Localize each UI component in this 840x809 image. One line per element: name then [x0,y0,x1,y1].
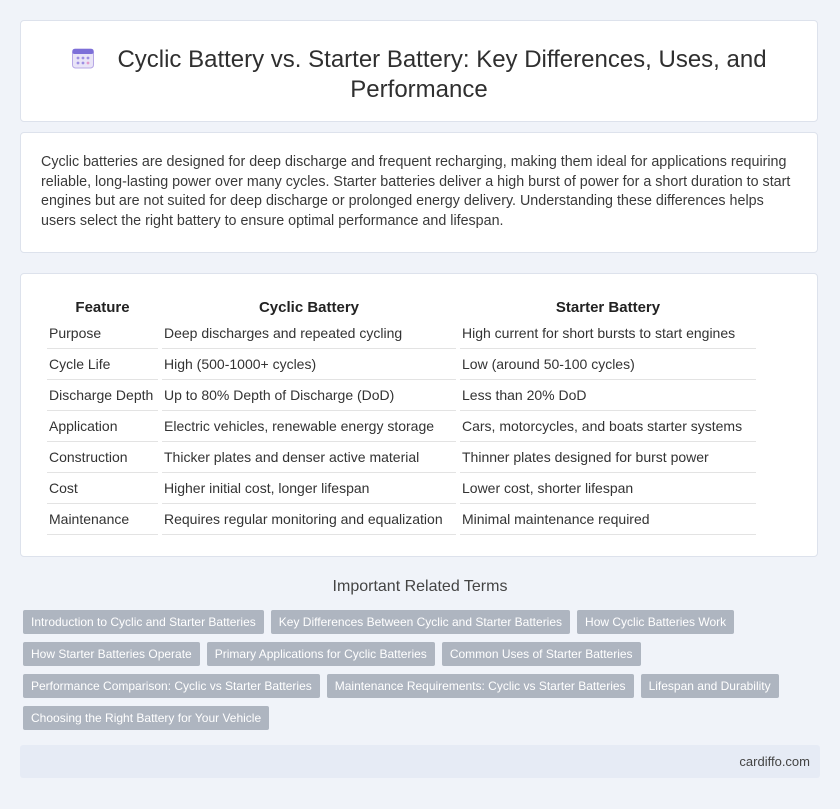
column-header-cyclic: Cyclic Battery [258,298,360,316]
table-row [47,318,756,349]
table-cell: Up to 80% Depth of Discharge (DoD) [162,380,456,411]
intro-paragraph: Cyclic batteries are designed for deep discharge and frequent recharging, making them ideal for applications requiring reliable, long-lasting power over many cycles. Starter batteries deliver a high burst of power for a short duration to start engines but are not suited for deep discharge or prolonged energy delivery. Understanding these differences helps users select the right battery to ensure optimal performance and lifespan. [41,154,791,229]
table-cell: Construction [47,442,158,473]
comparison-table-card [20,273,818,557]
footer [20,745,820,778]
related-term-tag[interactable]: How Cyclic Batteries Work [577,610,734,634]
related-term-tag[interactable]: Maintenance Requirements: Cyclic vs Starter Batteries [327,674,634,698]
table-cell: Application [47,411,158,442]
related-term-tag[interactable]: Lifespan and Durability [641,674,779,698]
footer-site-link[interactable]: cardiffo.com [739,754,810,769]
comparison-table [43,296,760,535]
table-row [47,504,756,535]
table-cell: Requires regular monitoring and equalization [162,504,456,535]
related-term-tag[interactable]: Performance Comparison: Cyclic vs Starter Batteries [23,674,320,698]
table-cell: Less than 20% DoD [460,380,756,411]
table-cell: High current for short bursts to start engines [460,318,756,349]
table-cell: Minimal maintenance required [460,504,756,535]
related-term-tag[interactable]: Choosing the Right Battery for Your Vehicle [23,706,269,730]
table-cell: Low (around 50-100 cycles) [460,349,756,380]
related-term-tag[interactable]: How Starter Batteries Operate [23,642,200,666]
page-title [61,45,777,105]
table-cell: Higher initial cost, longer lifespan [162,473,456,504]
table-cell: Maintenance [47,504,158,535]
related-term-tag[interactable]: Introduction to Cyclic and Starter Batteries [23,610,264,634]
table-cell: Purpose [47,318,158,349]
header-card [20,20,818,122]
table-cell: Cost [47,473,158,504]
table-cell: Cycle Life [47,349,158,380]
related-term-tag[interactable]: Primary Applications for Cyclic Batteries [207,642,435,666]
related-term-tag[interactable]: Common Uses of Starter Batteries [442,642,641,666]
table-row [47,411,756,442]
page-title-text: Cyclic Battery vs. Starter Battery: Key Differences, Uses, and Performance [117,46,767,103]
table-cell: Thicker plates and denser active material [162,442,456,473]
related-terms-list [23,610,823,738]
table-row [47,473,756,504]
column-header-feature: Feature [75,298,130,316]
related-terms-title: Important Related Terms [332,578,508,595]
table-row [47,380,756,411]
calendar-icon [71,46,95,70]
table-cell: Electric vehicles, renewable energy storage [162,411,456,442]
table-cell: Deep discharges and repeated cycling [162,318,456,349]
table-cell: High (500-1000+ cycles) [162,349,456,380]
table-cell: Cars, motorcycles, and boats starter systems [460,411,756,442]
table-header-row [47,296,756,318]
intro-card [20,132,818,253]
related-term-tag[interactable]: Key Differences Between Cyclic and Starter Batteries [271,610,570,634]
table-cell: Lower cost, shorter lifespan [460,473,756,504]
table-cell: Discharge Depth [47,380,158,411]
table-row [47,349,756,380]
column-header-starter: Starter Battery [555,298,661,316]
table-row [47,442,756,473]
table-cell: Thinner plates designed for burst power [460,442,756,473]
